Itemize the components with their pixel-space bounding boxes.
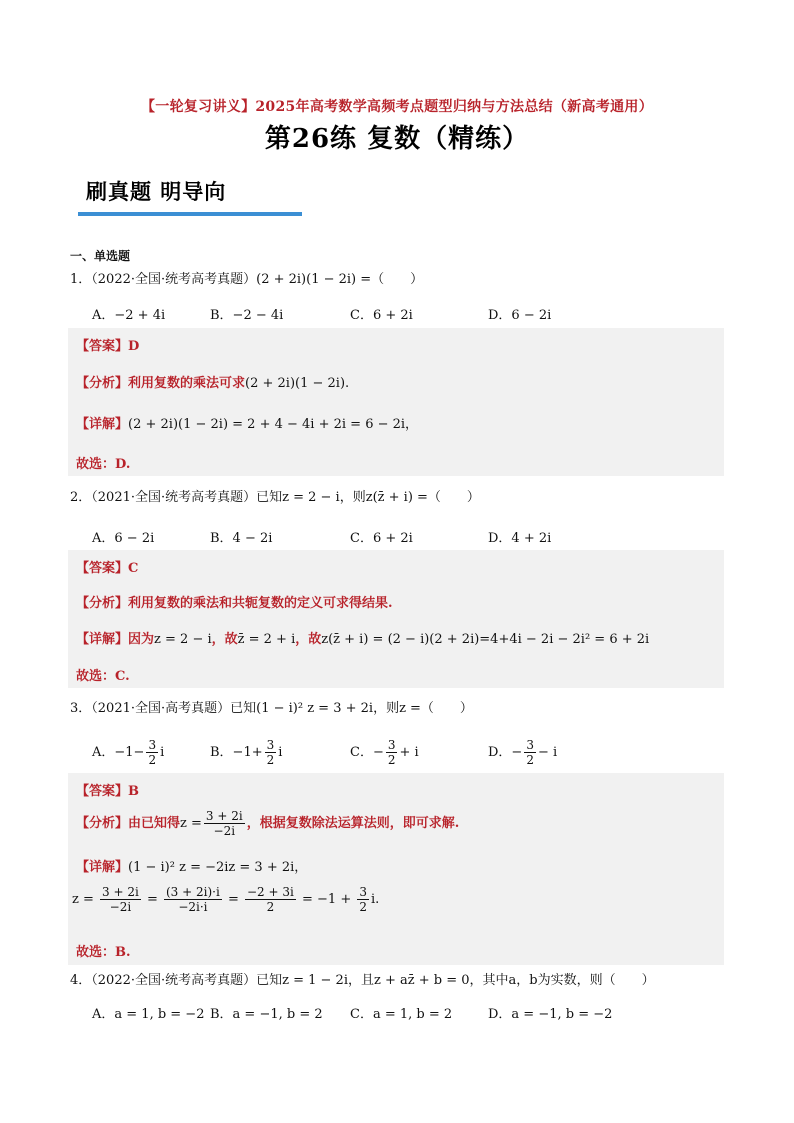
detail-line: 【详解】(2 + 2i)(1 − 2i) = 2 + 4 − 4i + 2i = 6 − 2i，: [76, 417, 419, 432]
option-d: D．a = −1, b = −2: [488, 1007, 613, 1022]
choose-line: 故选：B.: [76, 945, 131, 960]
page-title: 第26练 复数（精练）: [264, 124, 530, 154]
option-c: C．a = 1, b = 2: [350, 1007, 453, 1022]
question-category: 一、单选题: [70, 249, 131, 263]
analysis-line: 【分析】利用复数的乘法可求(2 + 2i)(1 − 2i).: [76, 376, 350, 391]
analysis-line: 【分析】利用复数的乘法和共轭复数的定义可求得结果.: [76, 596, 393, 611]
option-d: D．4 + 2i: [488, 531, 552, 546]
option-a: A．−1− $\frac{3}{2}$ i: [92, 738, 165, 767]
analysis-line: 【分析】由已知得z = $\frac{3 + 2i}{-2i}$ ，根据复数除法运算法则，即可求解.: [76, 809, 460, 838]
section-heading: 刷真题 明导向: [86, 179, 227, 204]
option-a: A．6 − 2i: [92, 531, 155, 546]
option-d: D．− $\frac{3}{2}$ − i: [488, 738, 558, 767]
option-a: A．−2 + 4i: [92, 308, 166, 323]
question-3-solution: [68, 773, 724, 965]
series-header: 【一轮复习讲义】2025年高考数学高频考点题型归纳与方法总结（新高考通用）: [140, 99, 654, 115]
option-c: C．6 + 2i: [350, 308, 413, 323]
option-c: C．6 + 2i: [350, 531, 413, 546]
question-4-stem: 4．（2022·全国·统考高考真题）已知z = 1 − 2i，且z + az̄ + b = 0，其中a，b为实数，则（ ）: [70, 973, 655, 988]
detail-line: 【详解】因为z = 2 − i，故z̄ = 2 + i，故z(z̄ + i) = (2 − i)(2 + 2i)=4+4i − 2i − 2i² = 6 + 2i: [76, 632, 650, 647]
answer-line: 【答案】C: [76, 561, 139, 576]
detail-line: 【详解】(1 − i)² z = −2iz = 3 + 2i，: [76, 860, 308, 875]
option-a: A．a = 1, b = −2: [92, 1007, 205, 1022]
question-2-solution: [68, 550, 724, 688]
calc-line: z = $\frac{3 + 2i}{-2i}$ = $\frac{(3 + 2i)\cdot i}{-2i\cdot i}$ = $\frac{-2 + 3i}{2}$ = −1 + $\frac{3}{2}$ i.: [72, 885, 380, 914]
answer-line: 【答案】D: [76, 339, 140, 354]
option-c: C．− $\frac{3}{2}$ + i: [350, 738, 419, 767]
question-1-stem: 1．（2022·全国·统考高考真题）(2 + 2i)(1 − 2i) =（ ）: [70, 272, 424, 287]
option-b: B．a = −1, b = 2: [210, 1007, 323, 1022]
question-3-stem: 3．（2021·全国·高考真题）已知(1 − i)² z = 3 + 2i，则z =（ ）: [70, 701, 473, 716]
option-b: B．−1+ $\frac{3}{2}$ i: [210, 738, 283, 767]
option-b: B．4 − 2i: [210, 531, 273, 546]
question-2-stem: 2．（2021·全国·统考高考真题）已知z = 2 − i，则z(z̄ + i) =（ ）: [70, 490, 480, 505]
option-d: D．6 − 2i: [488, 308, 552, 323]
question-1-solution: [68, 328, 724, 476]
answer-line: 【答案】B: [76, 784, 140, 799]
choose-line: 故选：D.: [76, 457, 131, 472]
option-b: B．−2 − 4i: [210, 308, 284, 323]
choose-line: 故选：C.: [76, 669, 130, 684]
section-underline: [78, 212, 302, 216]
